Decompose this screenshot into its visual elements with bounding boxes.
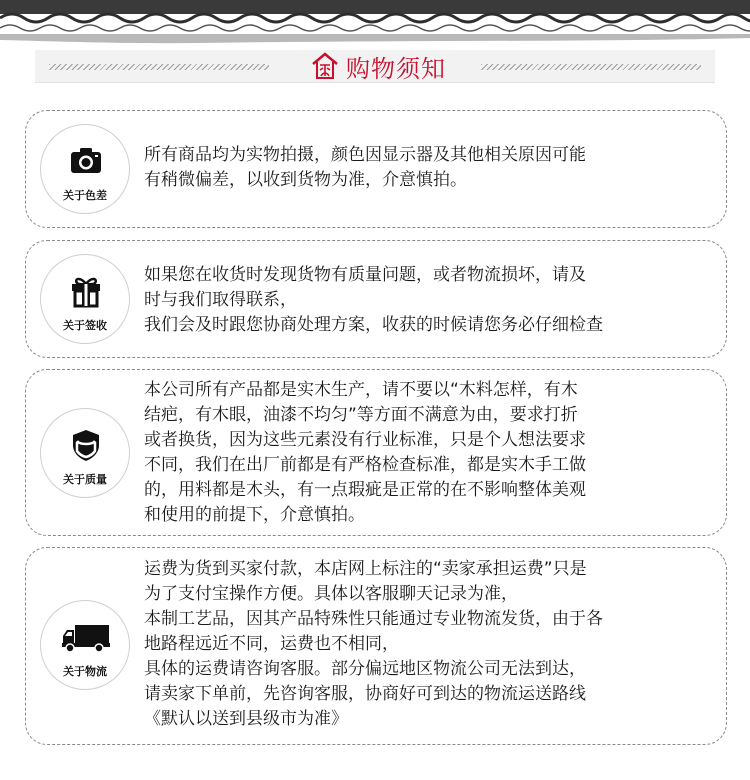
section-text [144,557,716,732]
title-stripe-right [481,64,701,70]
title-stripe-left [49,64,269,70]
section-card-quality [25,369,727,536]
section-badge-label: 关于色差 [63,189,107,202]
text-line: 具体的运费请咨询客服。部分偏远地区物流公司无法到达， [144,659,586,679]
text-line: 地路程远近不同，运费也不相同， [144,634,399,654]
text-line: 请卖家下单前，先咨询客服，协商好可到达的物流运送路线 [144,684,586,704]
section-card-receipt [25,240,727,358]
section-badge [40,124,130,214]
text-line: 所有商品均为实物拍摄，颜色因显示器及其他相关原因可能 [144,145,586,165]
text-line: 不同，我们在出厂前都是有严格检查标准，都是实木手工做 [144,455,586,475]
house-icon [310,51,340,81]
text-line: 本公司所有产品都是实木生产，请不要以“木料怎样，有木 [144,380,578,400]
section-badge [40,408,130,498]
text-line: 如果您在收货时发现货物有质量问题，或者物流损坏，请及 [144,265,586,285]
section-card-color [25,110,727,228]
decorative-top-border [0,0,750,48]
section-badge-label: 关于签收 [63,319,107,332]
camera-icon [68,143,104,179]
page-title: 购物须知 [346,54,446,83]
section-text [144,143,716,193]
text-line: 的，用料都是木头，有一点瑕疵是正常的在不影响整体美观 [144,480,586,500]
text-line: 运费为货到买家付款，本店网上标注的“卖家承担运费”只是 [144,559,587,579]
gift-icon [68,273,104,309]
section-text [144,263,716,338]
text-line: 本制工艺品，因其产品特殊性只能通过专业物流发货，由于各 [144,609,603,629]
section-badge [40,600,130,690]
truck-icon [61,623,111,653]
section-card-shipping [25,547,727,745]
text-line: 结疤，有木眼，油漆不均匀”等方面不满意为由，要求打折 [144,405,578,425]
text-line: 和使用的前提下，介意慎拍。 [144,505,365,525]
section-badge [40,254,130,344]
text-line: 为了支付宝操作方便。具体以客服聊天记录为准， [144,584,518,604]
section-badge-label: 关于质量 [63,473,107,486]
text-line: 时与我们取得联系， [144,290,297,310]
section-text [144,378,716,528]
text-line: 或者换货，因为这些元素没有行业标准，只是个人想法要求 [144,430,586,450]
text-line: 《默认以送到县级市为准》 [144,709,348,729]
shield-icon [68,427,104,463]
title-group [283,48,473,84]
title-bar [35,50,715,83]
section-badge-label: 关于物流 [63,665,107,678]
text-line: 我们会及时跟您协商处理方案，收获的时候请您务必仔细检查 [144,315,603,335]
text-line: 有稍微偏差，以收到货物为准，介意慎拍。 [144,170,467,190]
